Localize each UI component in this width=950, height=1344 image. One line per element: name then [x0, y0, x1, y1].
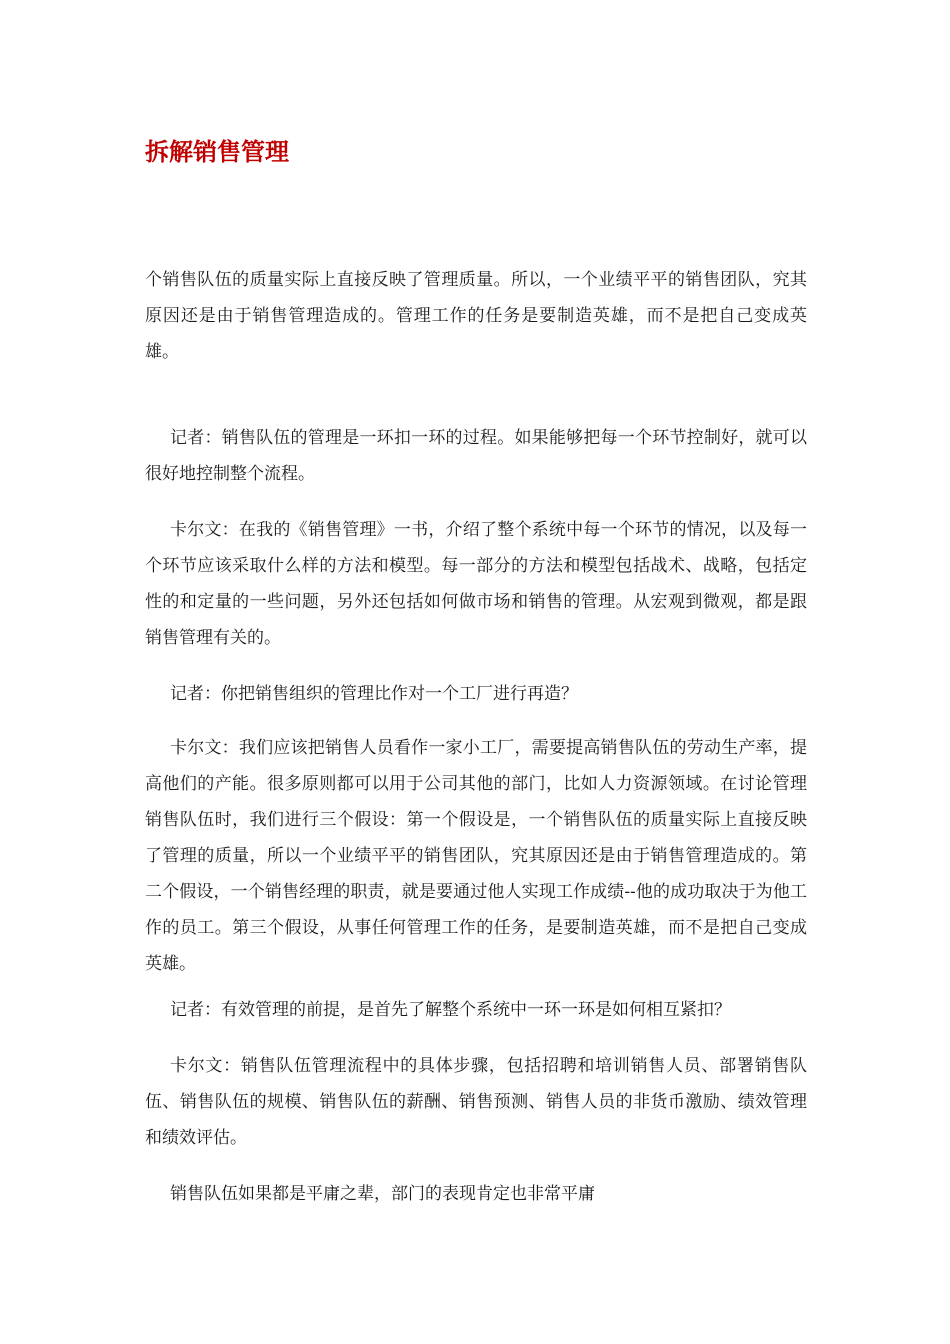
document-title: 拆解销售管理	[145, 137, 289, 166]
paragraph-reporter-1: 记者：销售队伍的管理是一环扣一环的过程。如果能够把每一个环节控制好，就可以很好地控制整个流程。	[145, 428, 807, 484]
section-heading-paragraph: 销售队伍如果都是平庸之辈，部门的表现肯定也非常平庸	[170, 1184, 595, 1204]
paragraph-calvin-2: 卡尔文：我们应该把销售人员看作一家小工厂，需要提高销售队伍的劳动生产率，提高他们的产能。很多原则都可以用于公司其他的部门，比如人力资源领域。在讨论管理销售队伍时，我们进行三个假设：第一个假设是，一个销售队伍的质量实际上直接反映了管理的质量，所以一个业绩平平的销售团队，究其原因还是由于销售管理造成的。第二个假设，一个销售经理的职责，就是要通过他人实现工作成绩--他的成功取决于为他工作的员工。第三个假设，从事任何管理工作的任务，是要制造英雄，而不是把自己变成英雄。	[145, 738, 807, 974]
paragraph-calvin-3: 卡尔文：销售队伍管理流程中的具体步骤，包括招聘和培训销售人员、部署销售队伍、销售队伍的规模、销售队伍的薪酬、销售预测、销售人员的非货币激励、绩效管理和绩效评估。	[145, 1056, 807, 1148]
paragraph-reporter-3: 记者：有效管理的前提，是首先了解整个系统中一环一环是如何相互紧扣？	[170, 1000, 731, 1020]
paragraph-reporter-2: 记者：你把销售组织的管理比作对一个工厂进行再造？	[170, 684, 578, 704]
paragraph-calvin-1: 卡尔文：在我的《销售管理》一书，介绍了整个系统中每一个环节的情况，以及每一个环节应该采取什么样的方法和模型。每一部分的方法和模型包括战术、战略，包括定性的和定量的一些问题，另外还包括如何做市场和销售的管理。从宏观到微观，都是跟销售管理有关的。	[145, 520, 807, 648]
intro-paragraph: 个销售队伍的质量实际上直接反映了管理质量。所以，一个业绩平平的销售团队，究其原因还是由于销售管理造成的。管理工作的任务是要制造英雄，而不是把自己变成英雄。	[145, 270, 807, 362]
